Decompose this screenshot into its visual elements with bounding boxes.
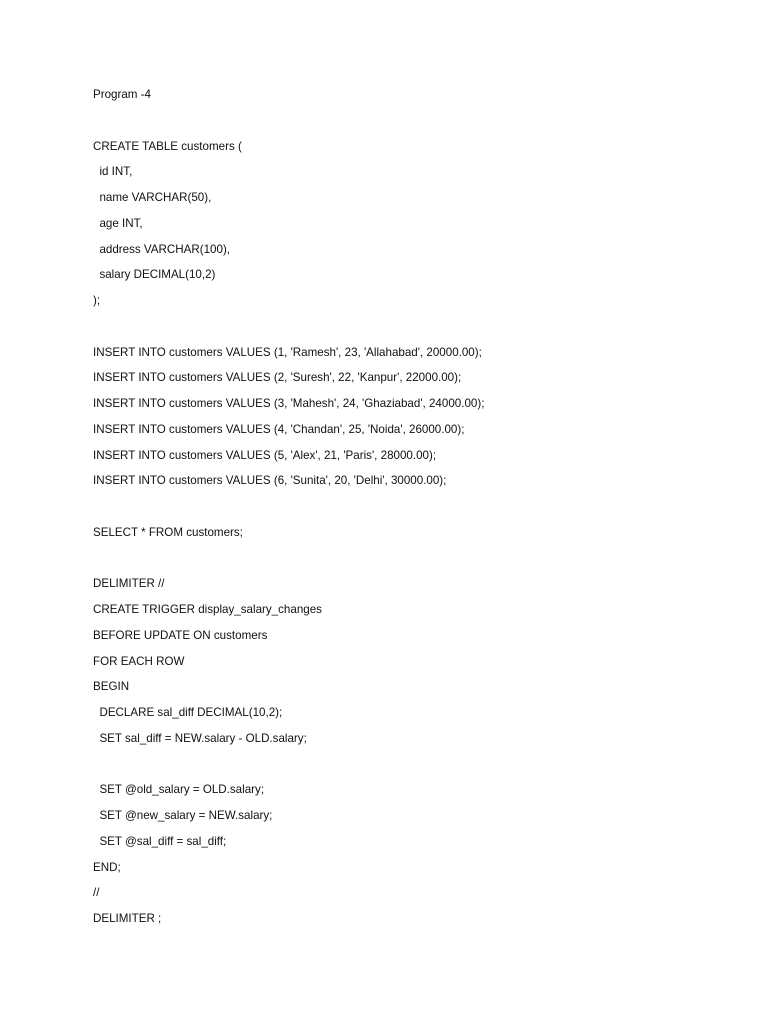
text-line: INSERT INTO customers VALUES (6, 'Sunita', 20, 'Delhi', 30000.00);: [93, 474, 447, 488]
text-line: INSERT INTO customers VALUES (3, 'Mahesh', 24, 'Ghaziabad', 24000.00);: [93, 397, 485, 410]
text-line: Program -4: [93, 88, 151, 101]
text-line: [93, 317, 733, 343]
text-line: name VARCHAR(50),: [93, 191, 212, 204]
text-line: CREATE TABLE customers (: [93, 139, 242, 153]
text-line: SET @sal_diff = sal_diff;: [93, 834, 227, 848]
text-line: [93, 755, 733, 781]
text-line: address VARCHAR(100),: [93, 242, 231, 256]
text-line: INSERT INTO customers VALUES (2, 'Suresh', 22, 'Kanpur', 22000.00);: [93, 371, 462, 385]
text-line: CREATE TRIGGER display_salary_changes: [93, 603, 322, 616]
text-line: DECLARE sal_diff DECIMAL(10,2);: [93, 706, 283, 719]
text-line: INSERT INTO customers VALUES (1, 'Ramesh', 23, 'Allahabad', 20000.00);: [93, 345, 482, 359]
text-line: SELECT * FROM customers;: [93, 525, 243, 539]
text-line: id INT,: [93, 165, 133, 179]
text-line: age INT,: [93, 216, 143, 230]
text-line: BEFORE UPDATE ON customers: [93, 628, 268, 642]
text-line: //: [93, 886, 100, 900]
text-line: [93, 549, 733, 575]
text-line: [93, 497, 733, 523]
text-line: DELIMITER ;: [93, 912, 162, 925]
text-line: salary DECIMAL(10,2): [93, 268, 216, 282]
text-line: BEGIN: [93, 680, 130, 694]
document-body: [93, 85, 733, 935]
text-line: INSERT INTO customers VALUES (5, 'Alex', 21, 'Paris', 28000.00);: [93, 448, 437, 462]
text-line: DELIMITER //: [93, 577, 165, 591]
text-line: INSERT INTO customers VALUES (4, 'Chandan', 25, 'Noida', 26000.00);: [93, 422, 465, 436]
text-line: );: [93, 294, 101, 307]
text-line: SET sal_diff = NEW.salary - OLD.salary;: [93, 731, 307, 745]
text-line: END;: [93, 860, 121, 874]
text-line: SET @old_salary = OLD.salary;: [93, 783, 265, 797]
text-line: [93, 111, 733, 137]
text-line: FOR EACH ROW: [93, 654, 185, 668]
text-line: SET @new_salary = NEW.salary;: [93, 809, 273, 822]
